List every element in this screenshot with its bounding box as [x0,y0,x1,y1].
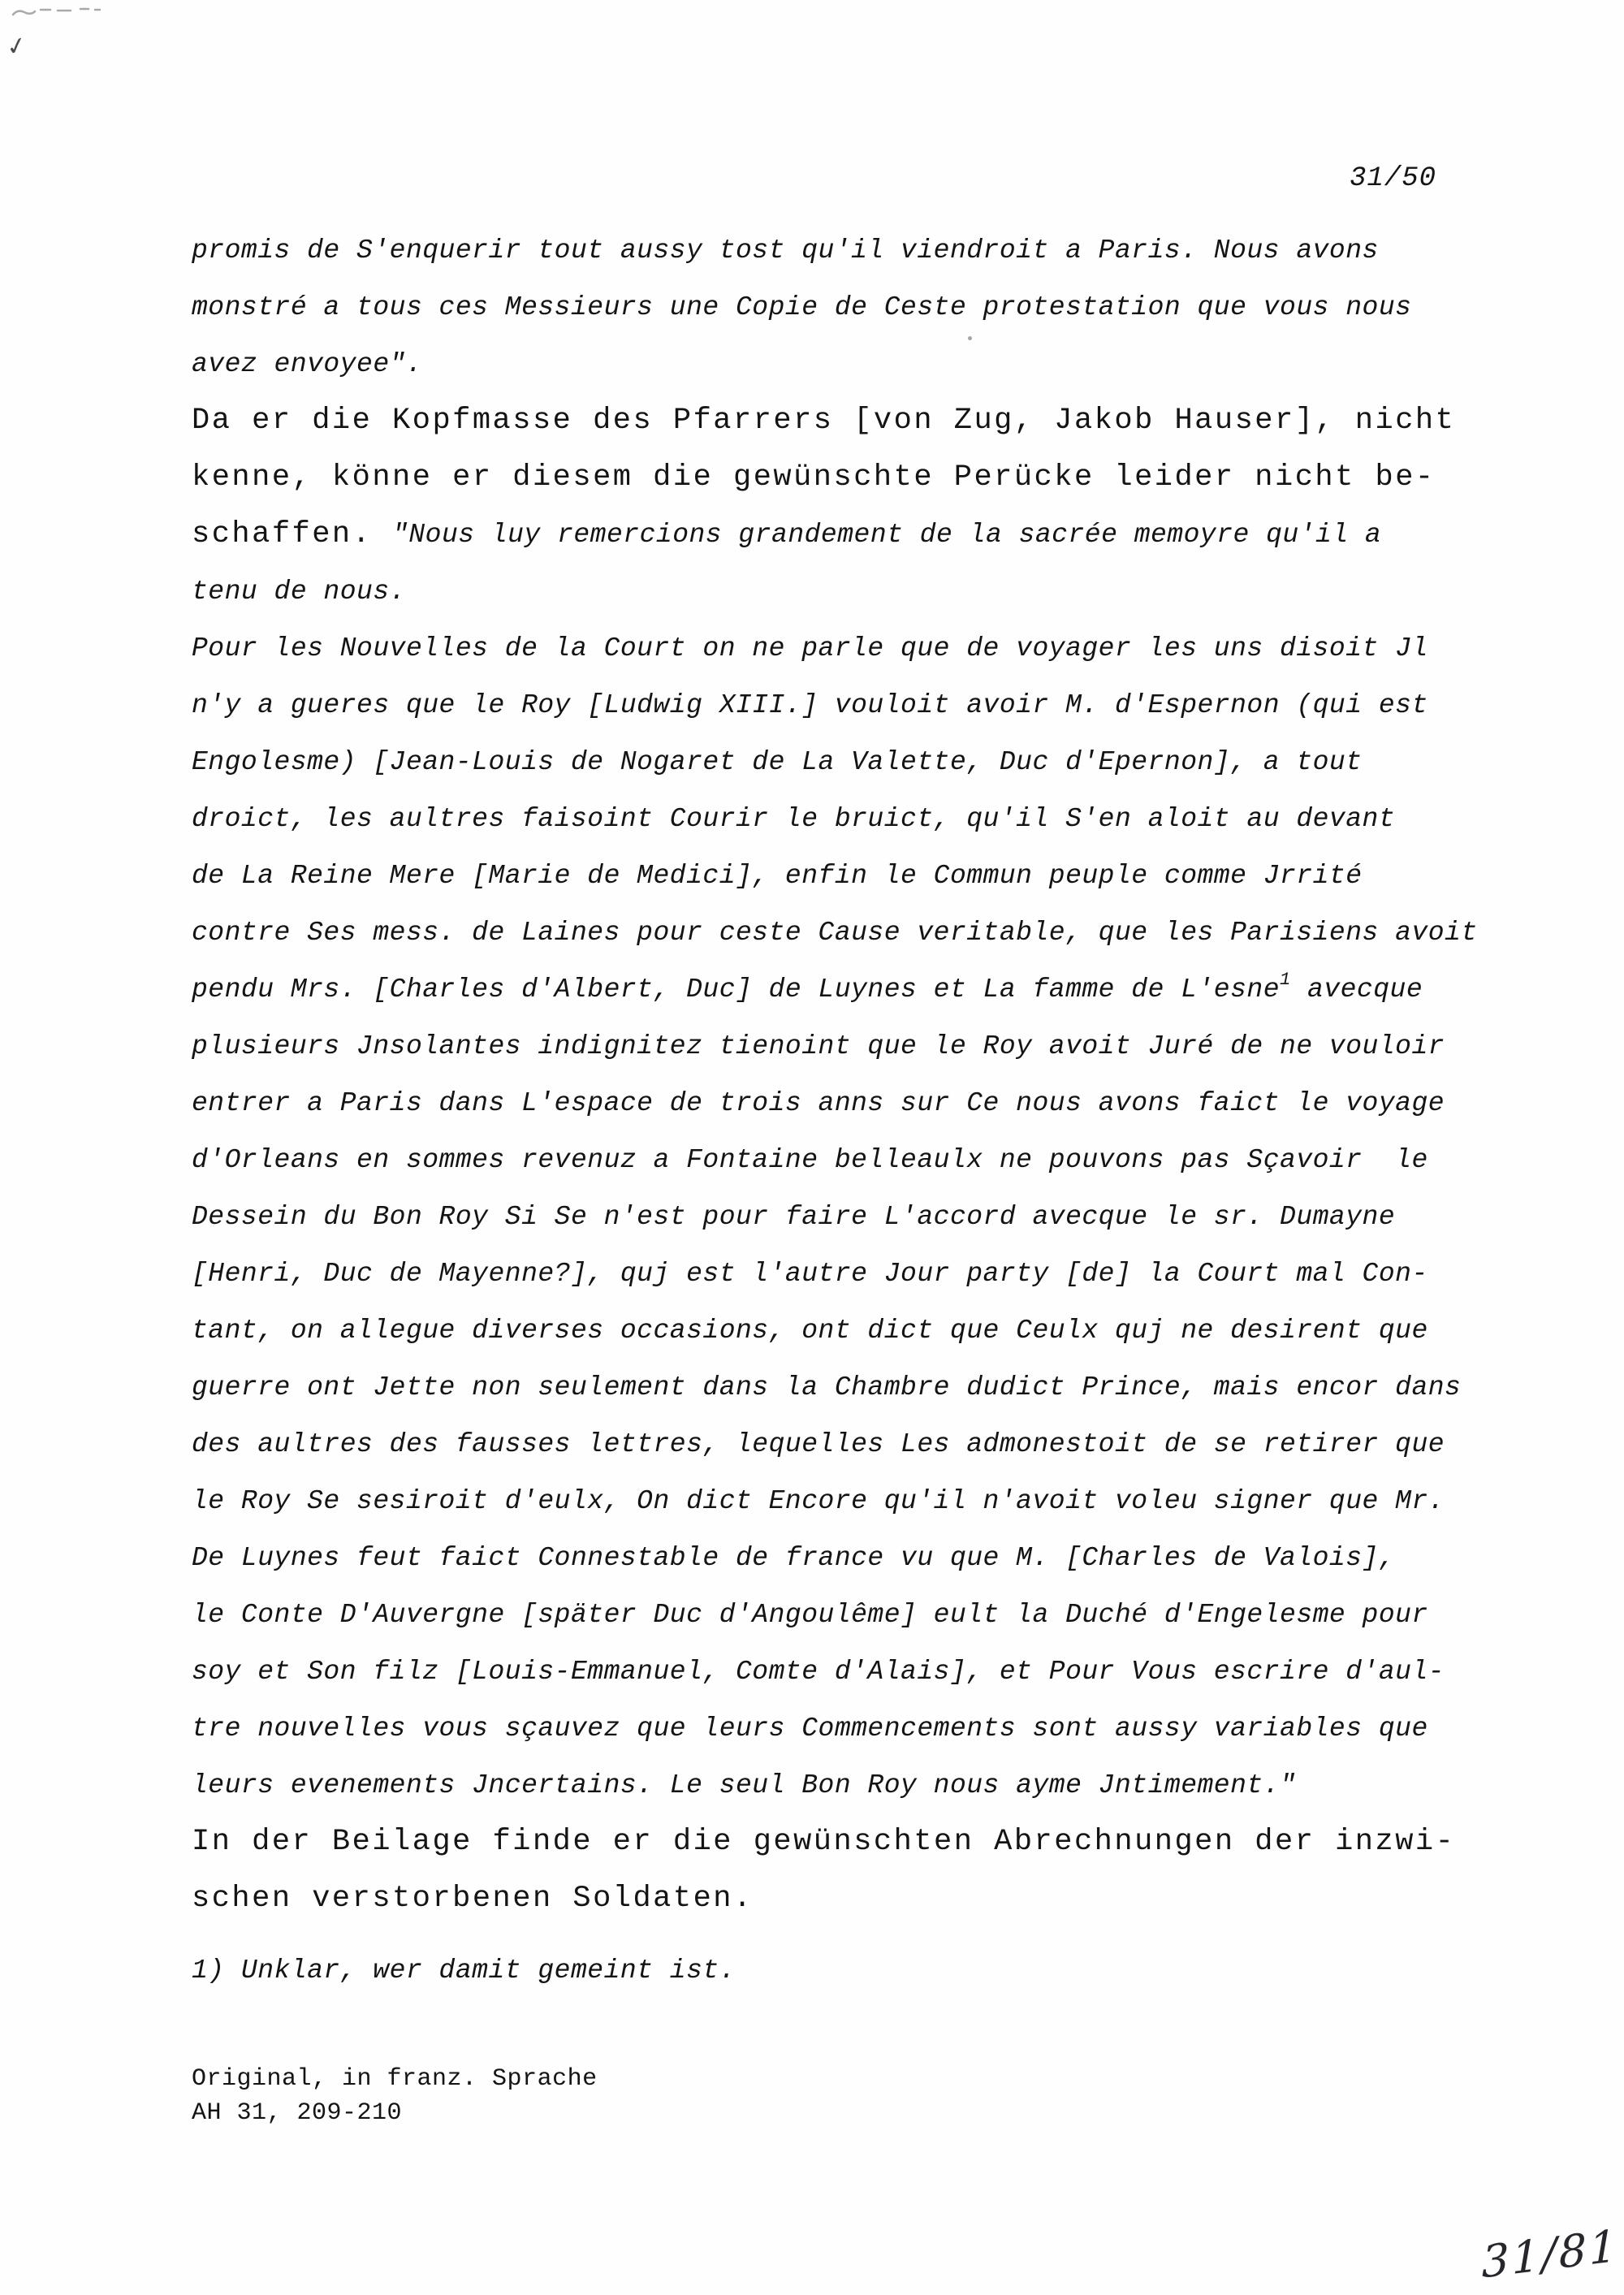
text-segment: Dessein du Bon Roy Si Se n'est pour faire L'accord avecque le sr. Dumayne [192,1202,1396,1232]
text-segment: le Conte D'Auvergne [später Duc d'Angoulême] eult la Duché d'Engelesme pour [192,1600,1428,1630]
footnote [192,1944,1596,2001]
text-line [192,793,1596,849]
beilage-paragraph [192,1816,1596,1930]
text-segment: avez envoyee". [192,349,423,379]
text-line [192,1304,1596,1361]
text-line [192,1645,1596,1702]
paragraphs-container [192,224,1596,1930]
text-line [192,736,1596,793]
french-quote-continuation [192,224,1596,395]
text-segment: d'Orleans en sommes revenuz a Fontaine belleaulx ne pouvons pas Sçavoir le [192,1145,1428,1175]
text-line [192,395,1596,452]
text-line [192,1475,1596,1532]
source-block [192,2062,1596,2130]
text-line [192,1077,1596,1134]
text-segment: pendu Mrs. [Charles d'Albert, Duc] de Luynes et La famme de L'esne [192,975,1281,1005]
text-line [192,565,1596,622]
text-segment: de La Reine Mere [Marie de Medici], enfin le Commun peuple comme Jrrité [192,861,1363,891]
text-line [192,338,1596,395]
text-line [192,1532,1596,1588]
text-line [192,224,1596,281]
text-line [192,622,1596,679]
perucke-paragraph [192,395,1596,622]
text-segment: Da er die Kopfmasse des Pfarrers [von Zug, Jakob Hauser], nicht [192,404,1456,438]
text-segment: entrer a Paris dans L'espace de trois anns sur Ce nous avons faict le voyage [192,1088,1445,1118]
text-line [192,1247,1596,1304]
page-number: 31/50 [1350,163,1437,194]
text-line [192,1418,1596,1475]
text-segment: avecque [1290,975,1423,1005]
text-segment: droict, les aultres faisoint Courir le bruict, qu'il S'en aloit au devant [192,804,1396,834]
text-segment: guerre ont Jette non seulement dans la Chambre dudict Prince, mais encor dans [192,1372,1462,1402]
text-line [192,1020,1596,1077]
corner-scribble-mark [11,5,133,29]
text-line [192,452,1596,508]
text-segment: Engolesme) [Jean-Louis de Nogaret de La Valette, Duc d'Epernon], a tout [192,747,1363,777]
text-line [192,1134,1596,1191]
text-segment: tre nouvelles vous sçauvez que leurs Commencements sont aussy variables que [192,1714,1428,1744]
text-line [192,1588,1596,1645]
handwritten-page-number: 31/81 [1481,2219,1620,2289]
text-line [192,906,1596,963]
text-segment: schaffen. [192,517,393,551]
text-segment: In der Beilage finde er die gewünschten Abrechnungen der inzwi- [192,1825,1456,1859]
check-mark: ✓ [3,30,30,63]
text-line [192,849,1596,906]
text-segment: "Nous luy remercions grandement de la sacrée memoyre qu'il a [392,520,1382,550]
text-line [192,679,1596,736]
source-reference: AH 31, 209-210 [192,2099,403,2127]
text-segment: tant, on allegue diverses occasions, ont dict que Ceulx quj ne desirent que [192,1316,1428,1346]
ink-speck [968,336,972,340]
source-language: Original, in franz. Sprache [192,2065,598,2093]
text-line [192,281,1596,338]
text-body [192,224,1596,2130]
text-segment: monstré a tous ces Messieurs une Copie de Ceste protestation que vous nous [192,292,1412,322]
text-line [192,1873,1596,1930]
text-segment: contre Ses mess. de Laines pour ceste Cause veritable, que les Parisiens avoit [192,918,1478,948]
text-line [192,963,1596,1020]
text-line [192,1759,1596,1816]
footnote-reference: 1 [1280,970,1291,990]
text-line [192,1816,1596,1873]
text-line [192,1361,1596,1418]
text-segment: n'y a gueres que le Roy [Ludwig XIII.] vouloit avoir M. d'Espernon (qui est [192,690,1428,720]
text-segment: kenne, könne er diesem die gewünschte Perücke leider nicht be- [192,460,1436,495]
text-segment: De Luynes feut faict Connestable de france vu que M. [Charles de Valois], [192,1543,1396,1573]
text-line [192,508,1596,565]
text-segment: tenu de nous. [192,577,406,607]
text-segment: plusieurs Jnsolantes indignitez tienoint que le Roy avoit Juré de ne vouloir [192,1031,1445,1061]
text-segment: soy et Son filz [Louis-Emmanuel, Comte d'Alais], et Pour Vous escrire d'aul- [192,1657,1445,1687]
text-segment: schen verstorbenen Soldaten. [192,1882,754,1916]
text-segment: promis de S'enquerir tout aussy tost qu'il viendroit a Paris. Nous avons [192,236,1379,266]
text-segment: [Henri, Duc de Mayenne?], quj est l'autre Jour party [de] la Court mal Con- [192,1259,1428,1289]
footnote-text: 1) Unklar, wer damit gemeint ist. [192,1956,736,1986]
text-segment: des aultres des fausses lettres, lequelles Les admonestoit de se retirer que [192,1429,1445,1459]
court-news-quote [192,622,1596,1816]
text-segment: Pour les Nouvelles de la Court on ne parle que de voyager les uns disoit Jl [192,633,1428,663]
text-segment: leurs evenements Jncertains. Le seul Bon Roy nous ayme Jntimement." [192,1770,1297,1800]
text-line [192,1191,1596,1247]
text-line [192,1702,1596,1759]
text-segment: le Roy Se sesiroit d'eulx, On dict Encore qu'il n'avoit voleu signer que Mr. [192,1486,1445,1516]
